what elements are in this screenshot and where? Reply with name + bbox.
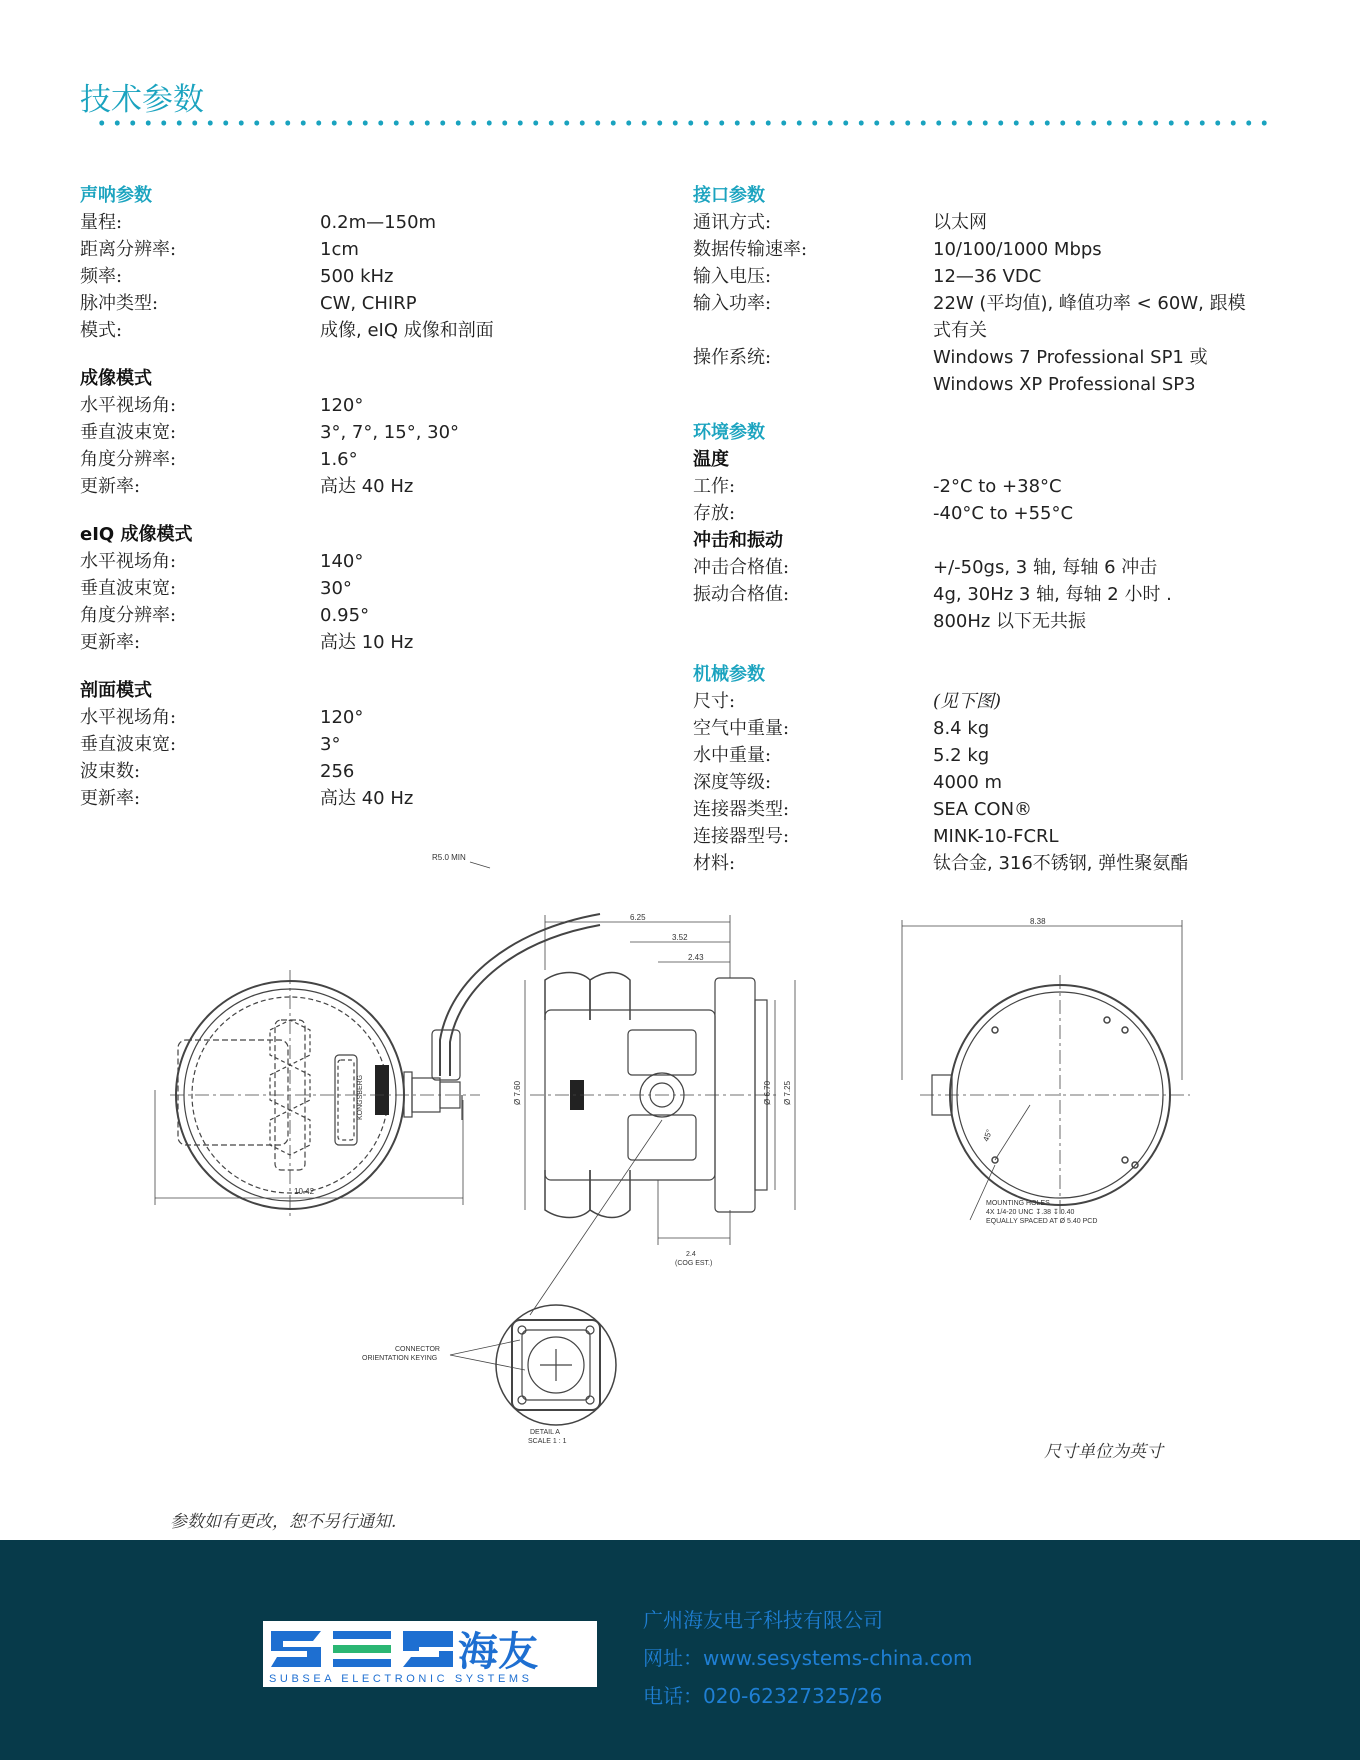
- spec-row: [693, 688, 1293, 715]
- footer: [0, 1540, 1360, 1760]
- mounting-note-2: 4X 1/4-20 UNC ↧.38 ↧ 0.40: [986, 1209, 1075, 1216]
- spec-row: [80, 575, 640, 602]
- spec-key: 垂直波束宽:: [80, 734, 177, 755]
- dim-cog-label: (COG EST.): [675, 1260, 713, 1267]
- spec-row: [80, 419, 640, 446]
- dim-diameter-2: Ø 6.70: [763, 1080, 772, 1105]
- sonar-section: [80, 182, 640, 344]
- spec-value: 140°: [320, 551, 364, 572]
- subsection-heading: 冲击和振动: [693, 530, 783, 551]
- company-phone: 电话：020-62327325/26: [643, 1684, 883, 1708]
- brand-mark: KONGSBERG: [357, 1074, 364, 1120]
- spec-value: 256: [320, 761, 355, 782]
- spec-row: [80, 236, 640, 263]
- spec-row: [80, 758, 640, 785]
- spec-row: [80, 473, 640, 500]
- spec-value: CW, CHIRP: [320, 293, 417, 314]
- spec-value: 1cm: [320, 239, 359, 260]
- spec-key: 水平视场角:: [80, 395, 177, 416]
- spec-key: 角度分辨率:: [80, 605, 177, 626]
- spec-row: [80, 602, 640, 629]
- section-heading: 环境参数: [693, 422, 765, 443]
- logo-cn: 海友: [458, 1629, 538, 1675]
- spec-row: [693, 742, 1293, 769]
- spec-value: SEA CON®: [933, 799, 1033, 820]
- spec-row: [80, 704, 640, 731]
- spec-row: [80, 629, 640, 656]
- spec-row: [693, 344, 1293, 398]
- spec-key: 波束数:: [80, 761, 141, 782]
- spec-value: 高达 40 Hz: [320, 476, 414, 497]
- spec-value: 8.4 kg: [933, 718, 990, 739]
- change-notice: 参数如有更改，恕不另行通知.: [170, 1512, 397, 1532]
- section-heading: 声呐参数: [80, 185, 152, 206]
- section-heading: eIQ 成像模式: [80, 524, 193, 545]
- right-column: [693, 182, 1293, 898]
- spec-row: [693, 850, 1293, 877]
- spec-value: 3°, 7°, 15°, 30°: [320, 422, 460, 443]
- spec-value: 22W (平均值), 峰值功率 < 60W, 跟模式有关: [933, 293, 1246, 341]
- title-divider: [94, 120, 1270, 126]
- spec-key: 尺寸:: [693, 691, 736, 712]
- spec-key: 水平视场角:: [80, 551, 177, 572]
- dim-angle: 45°: [981, 1128, 995, 1143]
- company-info: [643, 1601, 973, 1715]
- spec-key: 存放:: [693, 503, 736, 524]
- detail-view: [362, 1305, 616, 1445]
- dim-rear-diameter: 8.38: [1030, 917, 1046, 926]
- spec-row: [80, 446, 640, 473]
- dim-width: 10.42: [294, 1187, 315, 1196]
- spec-value: 4g, 30Hz 3 轴, 每轴 2 小时 . 800Hz 以下无共振: [933, 584, 1172, 632]
- spec-key: 量程:: [80, 212, 123, 233]
- dim-cog: 2.4: [686, 1251, 696, 1258]
- logo-s-right: [403, 1631, 453, 1667]
- spec-row: [693, 209, 1293, 236]
- company-website[interactable]: 网址：www.sesystems-china.com: [643, 1646, 973, 1670]
- detail-scale: SCALE 1 : 1: [528, 1438, 567, 1445]
- spec-row: [80, 290, 640, 317]
- profile-section: [80, 677, 640, 812]
- spec-value: 以太网: [933, 212, 987, 233]
- spec-key: 更新率:: [80, 632, 141, 653]
- spec-value: Windows 7 Professional SP1 或 Windows XP Professional SP3: [933, 347, 1208, 395]
- detail-label: DETAIL A: [530, 1429, 560, 1436]
- spec-row: [693, 715, 1293, 742]
- spec-row: [80, 785, 640, 812]
- spec-value: 0.95°: [320, 605, 370, 626]
- spec-key: 水平视场角:: [80, 707, 177, 728]
- spec-key: 连接器类型:: [693, 799, 790, 820]
- spec-row: [80, 548, 640, 575]
- section-heading: 剖面模式: [80, 680, 152, 701]
- dim-diameter-1: Ø 7.60: [513, 1080, 522, 1105]
- spec-value: 0.2m—150m: [320, 212, 437, 233]
- dim-offset: 2.43: [688, 953, 704, 962]
- spec-row: [693, 554, 1293, 581]
- logo-e-middle: [333, 1645, 391, 1653]
- spec-value: 120°: [320, 395, 364, 416]
- logo-e-bottom: [333, 1659, 391, 1667]
- spec-key: 输入电压:: [693, 266, 772, 287]
- spec-key: 水中重量:: [693, 745, 772, 766]
- spec-row: [80, 209, 640, 236]
- eiq-section: [80, 521, 640, 656]
- connector-note-2: ORIENTATION KEYING: [362, 1355, 438, 1362]
- spec-value: 30°: [320, 578, 352, 599]
- spec-key: 数据传输速率:: [693, 239, 808, 260]
- spec-value: -40°C to +55°C: [933, 503, 1074, 524]
- logo-text: SES: [263, 1621, 265, 1622]
- spec-key: 通讯方式:: [693, 212, 772, 233]
- page-title: 技术参数: [80, 82, 204, 118]
- spec-value: MINK-10-FCRL: [933, 826, 1059, 847]
- dim-bend-radius: R5.0 MIN: [432, 853, 466, 862]
- spec-key: 更新率:: [80, 476, 141, 497]
- spec-key: 工作:: [693, 476, 736, 497]
- spec-row: [693, 473, 1293, 500]
- spec-value: 4000 m: [933, 772, 1003, 793]
- spec-value: 1.6°: [320, 449, 358, 470]
- spec-value: -2°C to +38°C: [933, 476, 1062, 497]
- environment-section: [693, 419, 1293, 635]
- spec-row: [693, 236, 1293, 263]
- dim-diameter-3: Ø 7.25: [783, 1080, 792, 1105]
- units-note: 尺寸单位为英寸: [1044, 1442, 1163, 1462]
- dim-depth: 3.52: [672, 933, 688, 942]
- spec-row: [80, 317, 640, 344]
- logo-subtitle: SUBSEA ELECTRONIC SYSTEMS: [269, 1673, 533, 1685]
- spec-value: 120°: [320, 707, 364, 728]
- spec-value: 500 kHz: [320, 266, 394, 287]
- spec-key: 模式:: [80, 320, 123, 341]
- section-heading: 机械参数: [693, 664, 765, 685]
- spec-key: 垂直波束宽:: [80, 422, 177, 443]
- spec-value: 10/100/1000 Mbps: [933, 239, 1102, 260]
- spec-value: 3°: [320, 734, 341, 755]
- company-name: 广州海友电子科技有限公司: [643, 1608, 883, 1632]
- spec-key: 冲击合格值:: [693, 557, 790, 578]
- spec-row: [693, 769, 1293, 796]
- spec-key: 连接器型号:: [693, 826, 790, 847]
- spec-row: [693, 796, 1293, 823]
- spec-row: [693, 823, 1293, 850]
- logo-s-left: [271, 1631, 321, 1667]
- spec-value: 成像, eIQ 成像和剖面: [320, 320, 494, 341]
- front-view: [155, 853, 600, 1220]
- spec-key: 角度分辨率:: [80, 449, 177, 470]
- spec-row: [693, 500, 1293, 527]
- spec-value: (见下图): [933, 691, 1002, 712]
- spec-value: 高达 40 Hz: [320, 788, 414, 809]
- interface-section: [693, 182, 1293, 398]
- mounting-note-3: EQUALLY SPACED AT Ø 5.40 PCD: [986, 1218, 1098, 1225]
- connector-note-1: CONNECTOR: [395, 1346, 440, 1353]
- spec-key: 频率:: [80, 266, 123, 287]
- spec-row: [693, 581, 1293, 635]
- spec-key: 距离分辨率:: [80, 239, 177, 260]
- spec-row: [693, 263, 1293, 290]
- spec-key: 操作系统:: [693, 347, 772, 368]
- spec-row: [693, 290, 1293, 344]
- spec-value: 12—36 VDC: [933, 266, 1042, 287]
- spec-key: 深度等级:: [693, 772, 772, 793]
- section-heading: 成像模式: [80, 368, 152, 389]
- logo-e-top: [333, 1631, 391, 1639]
- spec-value: 高达 10 Hz: [320, 632, 414, 653]
- mounting-note-1: MOUNTING HOLES: [986, 1200, 1050, 1207]
- section-heading: 接口参数: [693, 185, 765, 206]
- dim-length: 6.25: [630, 913, 646, 922]
- spec-key: 振动合格值:: [693, 584, 790, 605]
- spec-key: 垂直波束宽:: [80, 578, 177, 599]
- imaging-section: [80, 365, 640, 500]
- spec-row: [80, 731, 640, 758]
- spec-key: 输入功率:: [693, 293, 772, 314]
- mechanical-section: [693, 661, 1293, 877]
- rear-view: [902, 917, 1190, 1225]
- subsection-heading: 温度: [693, 449, 729, 470]
- spec-row: [80, 263, 640, 290]
- left-column: [80, 182, 640, 833]
- spec-key: 脉冲类型:: [80, 293, 159, 314]
- spec-value: 5.2 kg: [933, 745, 990, 766]
- side-view: [513, 913, 795, 1315]
- spec-key: 空气中重量:: [693, 718, 790, 739]
- spec-row: [80, 392, 640, 419]
- spec-key: 材料:: [693, 853, 736, 874]
- spec-key: 更新率:: [80, 788, 141, 809]
- spec-value: +/-50gs, 3 轴, 每轴 6 冲击: [933, 557, 1158, 578]
- spec-value: 钛合金, 316不锈钢, 弹性聚氨酯: [933, 853, 1189, 874]
- company-logo: [263, 1621, 597, 1687]
